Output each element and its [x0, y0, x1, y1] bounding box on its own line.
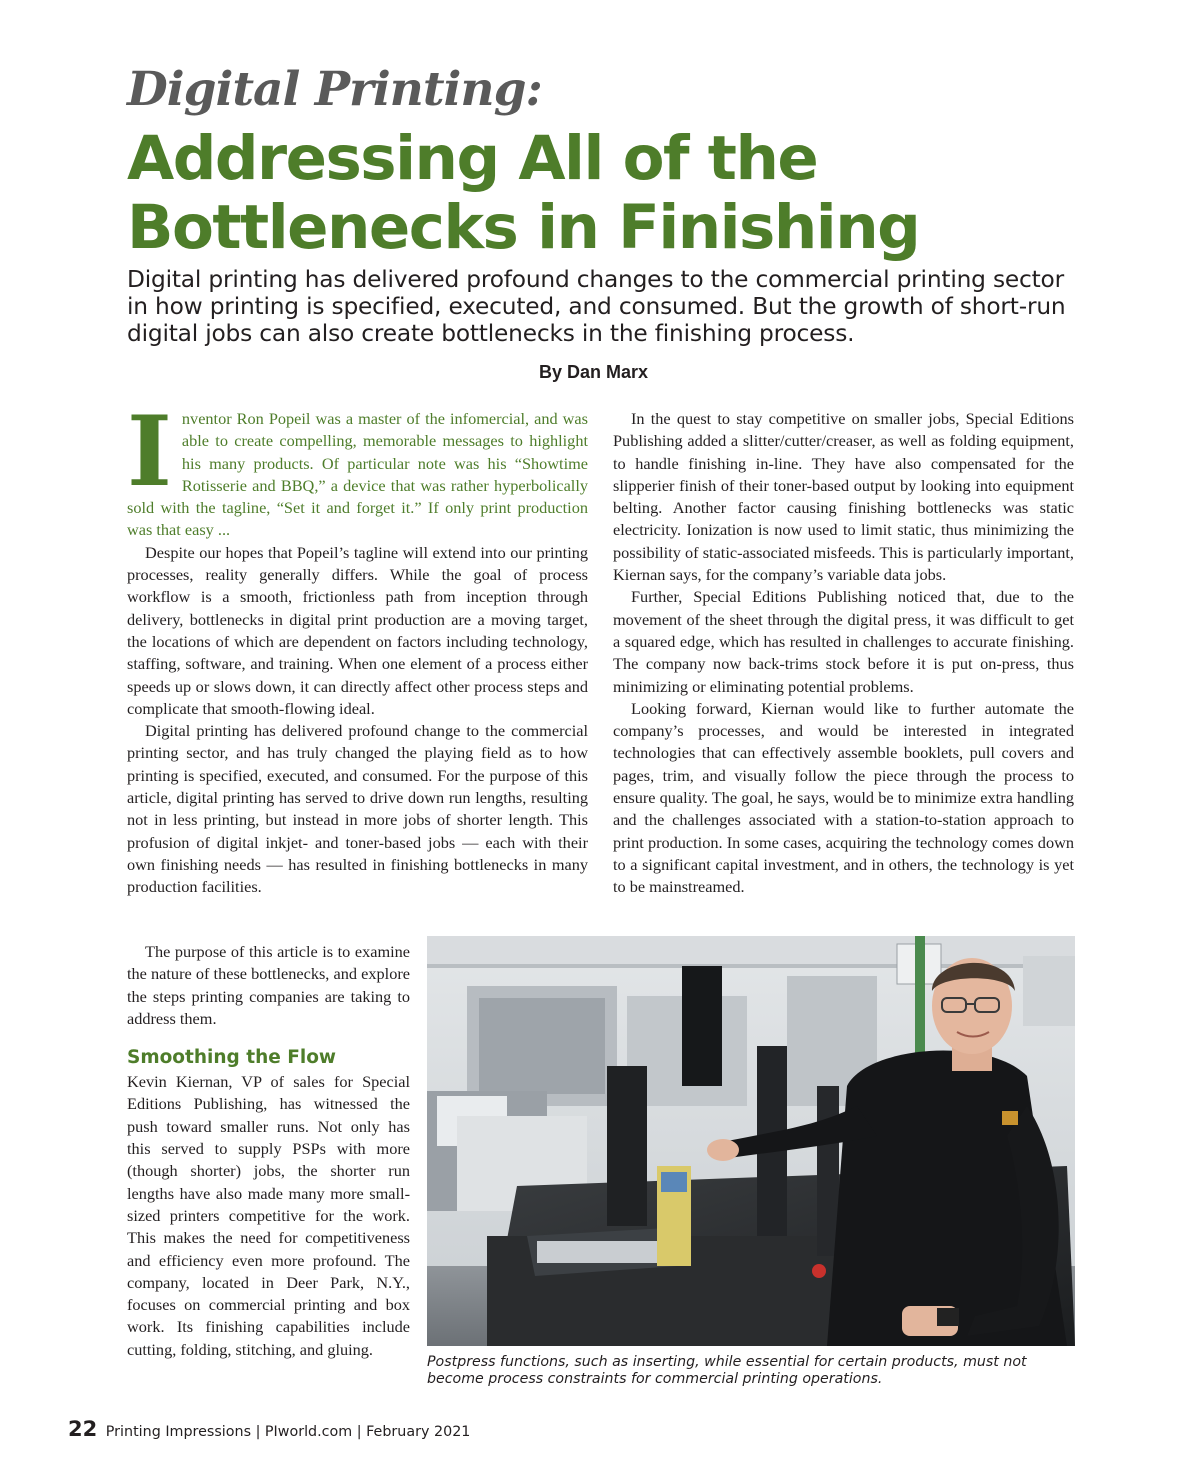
photo-caption: Postpress functions, such as inserting, while essential for certain products, must not become process constraints for commercial printing operations. — [427, 1354, 1027, 1387]
headline-line-2: Bottlenecks in Finishing — [127, 192, 920, 263]
right-column — [613, 408, 1074, 899]
drop-cap: I — [127, 395, 172, 508]
finishing-equipment-photo — [427, 936, 1075, 1346]
body-paragraph: Digital printing has delivered profound change to the commercial printing sector, and has truly changed the playing field as to how printing is specified, executed, and consumed. For the purpose of this article, digital printing has served to drive down run lengths, resulting not in less printing, but instead in more jobs of shorter length. This profusion of digital inkjet- and toner-based jobs — each with their own finishing needs — has resulted in finishing bottlenecks in many production facilities. — [127, 721, 588, 897]
body-paragraph: Looking forward, Kiernan would like to further automate the company’s processes, and would be interested in integrated technologies that can effectively assemble booklets, pull covers and pages, trim, and visually follow the piece through the process to ensure quality. The goal, he says, would be to minimize extra handling and the challenges associated with a station-to-station approach to print production. In some cases, acquiring the technology comes down to a significant capital investment, and in others, the technology is yet to be mainstreamed. — [613, 698, 1074, 897]
page-footer — [68, 1417, 470, 1441]
body-paragraph: Despite our hopes that Popeil’s tagline will extend into our printing processes, reality generally differs. While the goal of process workflow is a smooth, frictionless path from inception through delivery, bottlenecks in digital print production are a moving target, the locations of which are dependent on factors including technology, staffing, software, and training. When one element of a process either speeds up or slows down, it can directly affect other process steps and complicate that smooth-flowing ideal. — [127, 542, 588, 718]
page-number: 22 — [68, 1417, 98, 1441]
article-deck: Digital printing has delivered profound changes to the commercial printing sector in how printing is specified, executed, and consumed. But the growth of short-run digital jobs can also create bottlenecks in the finishing process. — [127, 266, 1066, 347]
narrow-column — [127, 941, 410, 1361]
section-kicker: Digital Printing: — [127, 62, 542, 117]
left-column — [127, 395, 588, 899]
intro-text: nventor Ron Popeil was a master of the infomercial, and was able to create compelling, memorable messages to highlight his many products. Of particular note was his “Showtime Rotisserie and BBQ,” a device that was rather hyperbolically sold with the tagline, “Set it and forget it.” If only print production was that easy ... — [127, 409, 588, 540]
body-paragraph: In the quest to stay competitive on smaller jobs, Special Editions Publishing added a slitter/cutter/creaser, as well as folding equipment, to handle finishing in-line. They have also compensated for the slipperier finish of their toner-based output by looking into equipment belting. Another factor causing finishing bottlenecks was static electricity. Ionization is now used to limit static, thus minimizing the possibility of static-associated misfeeds. This is particularly important, Kiernan says, for the company’s variable data jobs. — [613, 409, 1074, 585]
body-paragraph: The purpose of this article is to examine the nature of these bottlenecks, and explore the steps printing companies are taking to address them. — [127, 942, 410, 1028]
article-headline — [127, 124, 919, 262]
article-photo — [427, 936, 1075, 1346]
body-paragraph: Kevin Kiernan, VP of sales for Special Editions Publishing, has witnessed the push toward smaller runs. Not only has this served to supply PSPs with more (though shorter) jobs, the shorter run lengths have also made many more small-sized printers competitive for the work. This makes the need for competitiveness and efficiency even more profound. The company, located in Deer Park, N.Y., focuses on commercial printing and box work. Its finishing capabilities include cutting, folding, stitching, and gluing. — [127, 1072, 410, 1359]
byline: By Dan Marx — [539, 362, 649, 382]
intro-paragraph — [127, 395, 588, 542]
body-paragraph: Further, Special Editions Publishing noticed that, due to the movement of the sheet through the digital press, it was difficult to get a squared edge, which has resulted in challenges to accurate finishing. The company now back-trims stock before it is put on-press, thus minimizing or eliminating potential problems. — [613, 587, 1074, 696]
headline-line-1: Addressing All of the — [127, 123, 818, 194]
footer-publication: Printing Impressions | PIworld.com | February 2021 — [105, 1424, 471, 1440]
section-subhead: Smoothing the Flow — [127, 1047, 337, 1069]
